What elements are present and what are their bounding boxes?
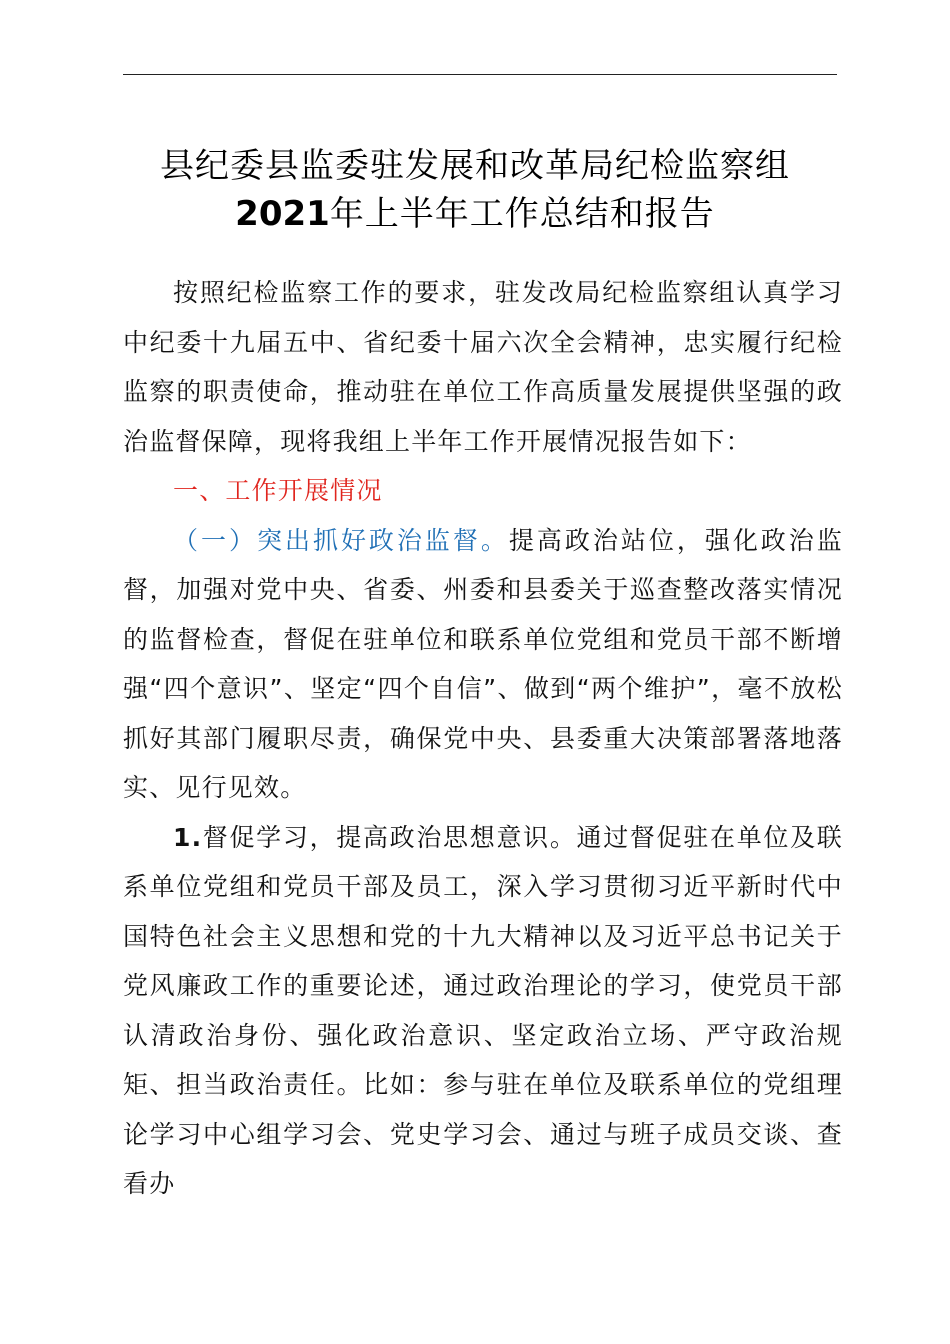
subsection-heading: （一）突出抓好政治监督。 — [173, 525, 509, 555]
title-year: 2021 — [235, 194, 330, 234]
document-body — [123, 268, 843, 1209]
document-title-line2 — [0, 194, 950, 234]
item-number: 1. — [173, 822, 203, 852]
header-rule — [123, 74, 837, 75]
document-title-line1: 县纪委县监委驻发展和改革局纪检监察组 — [160, 146, 790, 186]
section-heading: 一、工作开展情况 — [173, 476, 383, 505]
item-text: 督促学习，提高政治思想意识。通过督促驻在单位及联系单位党组和党员干部及员工，深入学习贯彻习近平新时代中国特色社会主义思想和党的十九大精神以及习近平总书记关于党风廉政工作的重要论述，通过政治理论的学习，使党员干部认清政治身份、强化政治意识、坚定政治立场、严守政治规矩、担当政治责任。比如：参与驻在单位及联系单位的党组理论学习中心组学习会、党史学习会、通过与班子成员交谈、查看办 — [123, 822, 843, 1198]
subsection-paragraph — [123, 516, 843, 813]
title-line2-text: 年上半年工作总结和报告 — [329, 194, 715, 234]
subsection-text: 提高政治站位，强化政治监督，加强对党中央、省委、州委和县委关于巡查整改落实情况的监督检查，督促在驻单位和联系单位党组和党员干部不断增强“四个意识”、坚定“四个自信”、做到“两个维护”，毫不放松抓好其部门履职尽责，确保党中央、县委重大决策部署落地落实、见行见效。 — [123, 525, 843, 802]
item-paragraph — [123, 813, 843, 1209]
intro-paragraph: 按照纪检监察工作的要求，驻发改局纪检监察组认真学习中纪委十九届五中、省纪委十届六次全会精神，忠实履行纪检监察的职责使命，推动驻在单位工作高质量发展提供坚强的政治监督保障，现将我组上半年工作开展情况报告如下： — [123, 278, 843, 456]
